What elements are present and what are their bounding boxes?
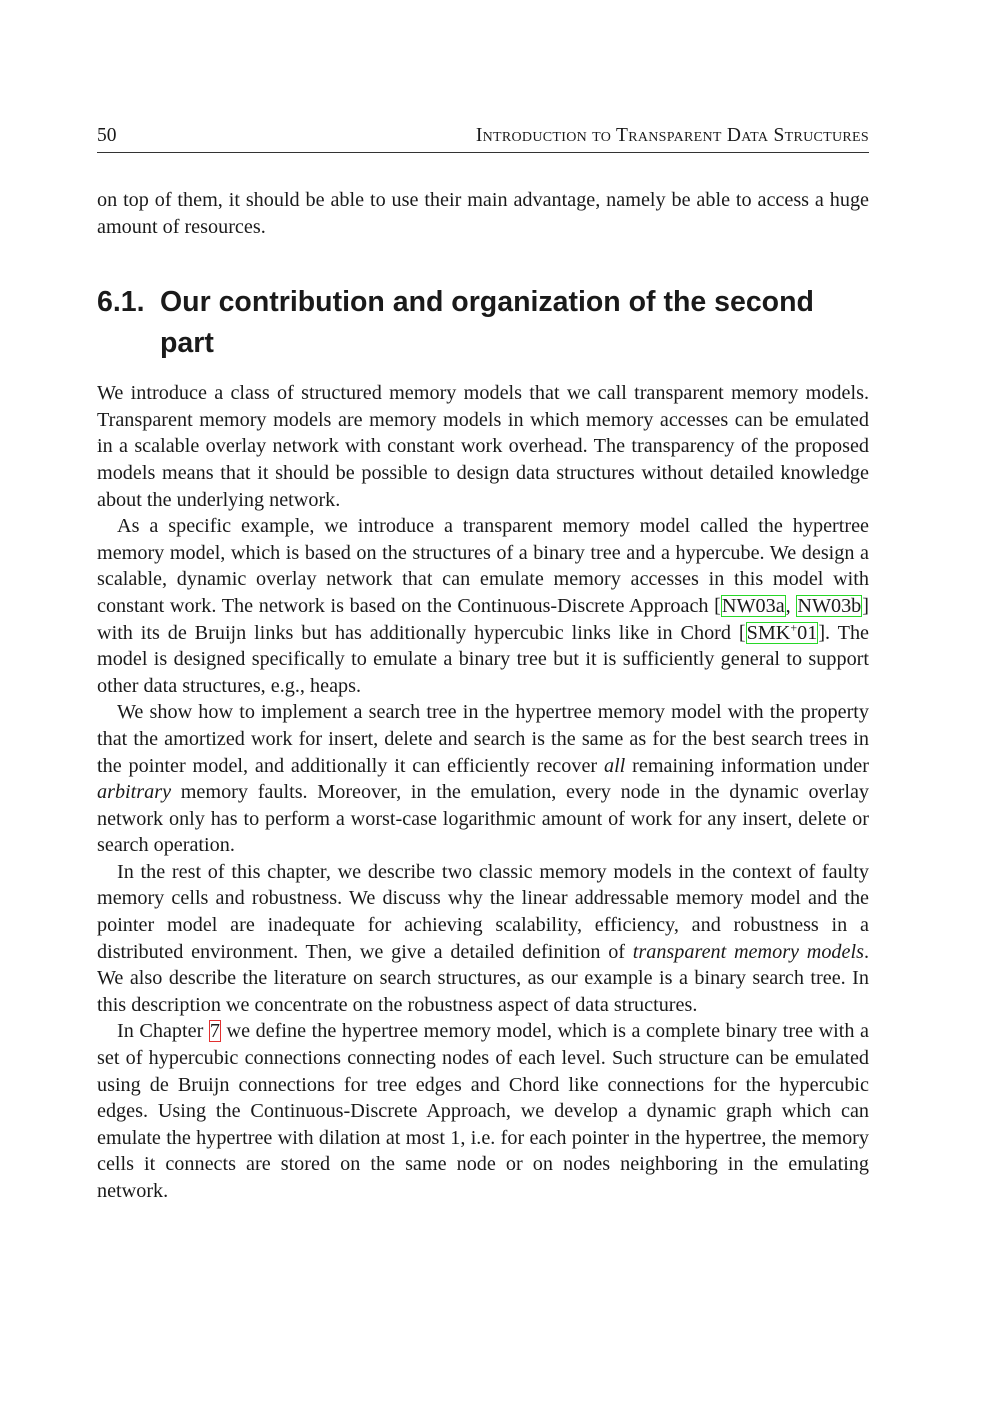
paragraph-4-text-a: In the rest of this chapter, we describe two classic memory models in the context of faulty memory cells and robustness. We discuss why the linear addressable memory model and the pointer model are inadequate for achieving scalability, efficiency, and robustness in a distributed environment. Then, we give a detailed definition of [97, 860, 869, 963]
citation-link-nw03b[interactable]: NW03b [797, 594, 862, 617]
intro-paragraph: on top of them, it should be able to use their main advantage, namely be able to access a huge amount of resources. [97, 189, 869, 238]
running-title: Introduction to Transparent Data Structures [475, 125, 869, 146]
paragraph-5-text-b: we define the hypertree memory model, which is a complete binary tree with a set of hypercubic connections connecting nodes of each level. Such structure can be emulated using de Bruijn connections for tree edges and Chord like connections for the hypercubic edges. Using the Continuous-Discrete Approach, we develop a dynamic graph which can emulate the hypertree with dilation at most 1, i.e. for each pointer in the hypertree, the memory cells it connects are stored on the same node or on nodes neighboring in the emulating network. [97, 1020, 869, 1202]
paragraph-2-text-c: ]. The model is designed specifically to emulate a binary tree but it is sufficiently general to support other data structures, e.g., heaps. [97, 621, 869, 697]
citation-link-nw03a[interactable]: NW03a [721, 594, 785, 617]
body-text [97, 187, 869, 1205]
paragraph-3-text-b: remaining information under [625, 754, 869, 777]
section-title: Our contribution and organization of the second part [160, 286, 814, 360]
citation-smk-sup: + [790, 619, 798, 634]
citation-smk-base: SMK [746, 621, 791, 644]
emphasis-arbitrary: arbitrary [97, 781, 172, 804]
paragraph-2-text-b: ] with its de Bruijn links but has additionally hypercubic links like in Chord [ [97, 594, 870, 644]
citation-link-smk01[interactable] [746, 619, 819, 644]
paragraph-1: We introduce a class of structured memory models that we call transparent memory models. Transparent memory models are memory models in which memory accesses can be emulated in a scalable overlay network with constant work overhead. The transparency of the proposed models means that it should be possible to design data structures without detailed knowledge about the underlying network. [97, 382, 869, 511]
section-number: 6.1. [97, 286, 145, 319]
emphasis-transparent-memory-models: transparent memory models [632, 940, 864, 963]
emphasis-all: all [603, 754, 626, 777]
paragraph-5-text-a: In Chapter [117, 1020, 209, 1043]
page-number: 50 [97, 125, 117, 146]
paragraph-2-text-a: As a specific example, we introduce a transparent memory model called the hypertree memory model, which is based on the structures of a binary tree and a hypercube. We design a scalable, dynamic overlay network that can emulate memory accesses in this model with constant work. The network is based on the Continuous-Discrete Approach [ [97, 515, 869, 617]
paragraph-3 [97, 699, 869, 859]
paragraph-4 [97, 859, 869, 1019]
paragraph-2 [97, 513, 869, 699]
citation-smk-year: 01 [797, 621, 818, 644]
chapter-7-link[interactable]: 7 [209, 1020, 220, 1043]
paragraph-4-text-b: . We also describe the literature on search structures, as our example is a binary search tree. In this description we concentrate on the robustness aspect of data structures. [97, 940, 869, 1016]
paragraph-3-text-c: memory faults. Moreover, in the emulation, every node in the dynamic overlay network only has to perform a worst-case logarithmic amount of work for any insert, delete or search operation. [97, 781, 869, 857]
running-header [97, 124, 869, 153]
citation-separator: , [785, 594, 797, 617]
paragraph-3-text-a: We show how to implement a search tree in the hypertree memory model with the property that the amortized work for insert, delete and search is the same as for the best search trees in the pointer model, and additionally it can efficiently recover [97, 701, 869, 777]
paragraph-5 [97, 1018, 869, 1204]
section-heading [97, 282, 869, 364]
